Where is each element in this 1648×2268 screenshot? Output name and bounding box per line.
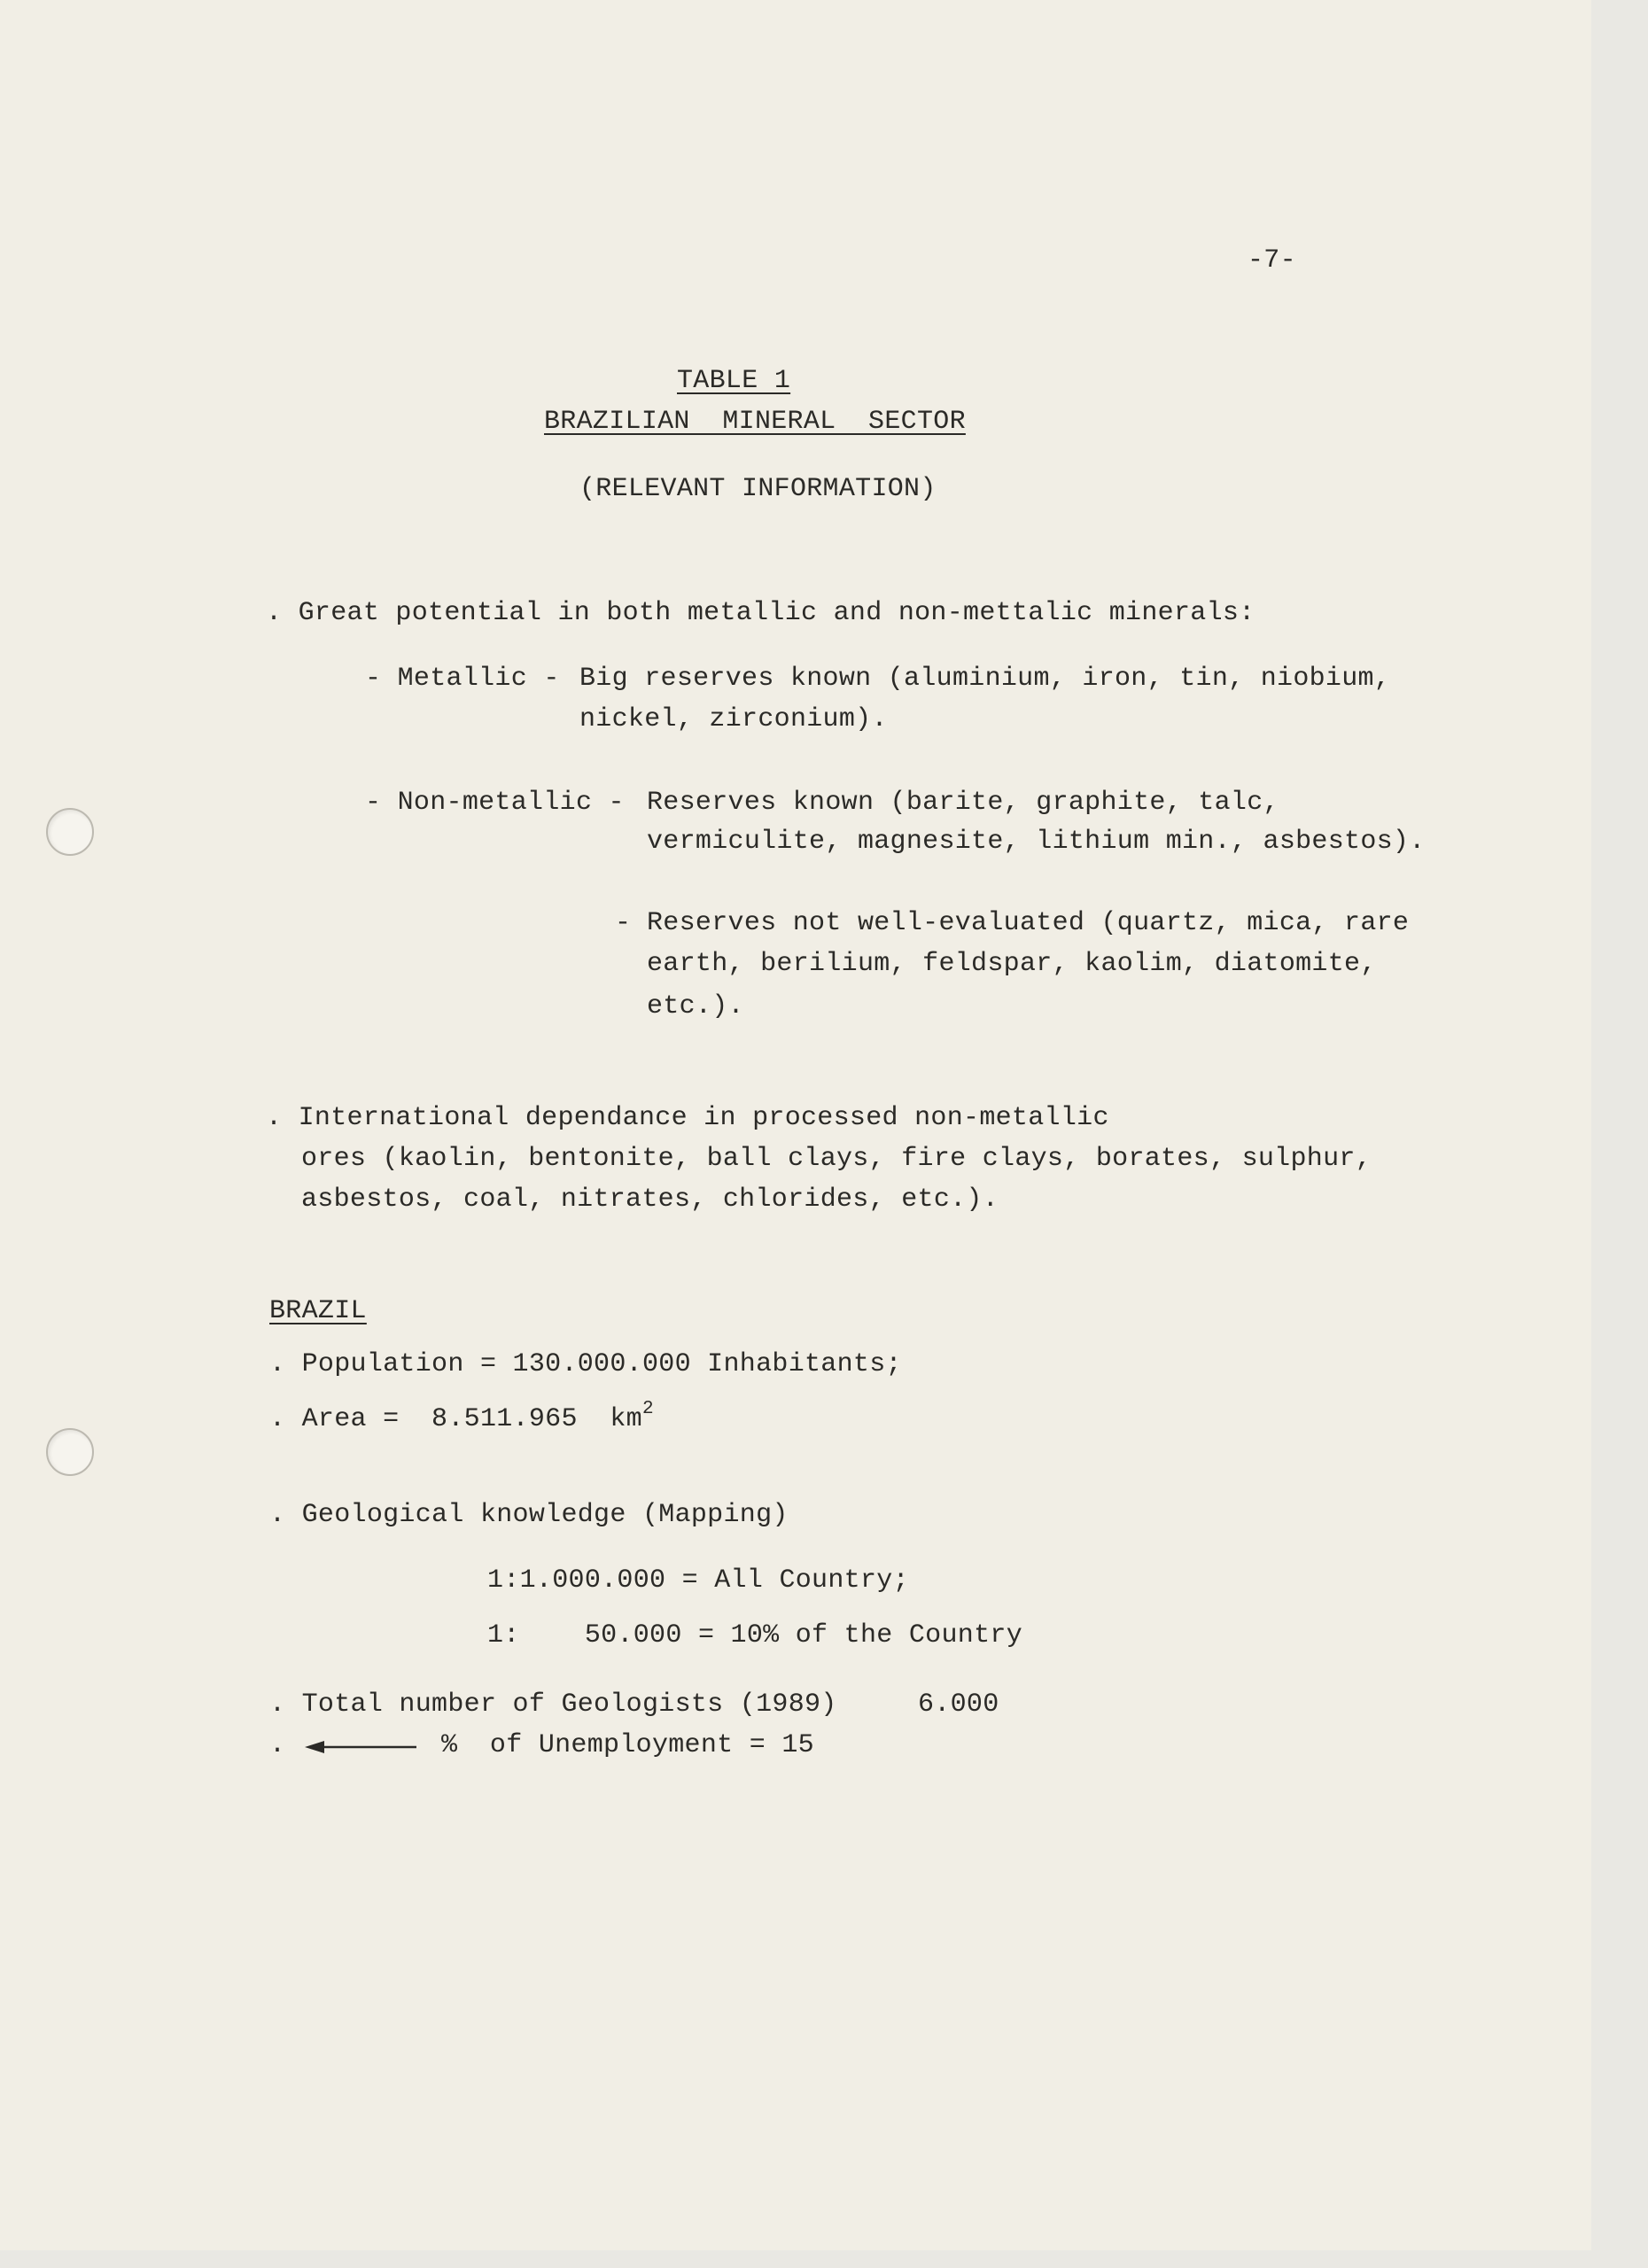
geological-heading: . Geological knowledge (Mapping)	[269, 1500, 789, 1530]
unemployment-text: % of Unemployment = 15	[441, 1730, 814, 1760]
table-label: TABLE 1	[677, 366, 791, 396]
nonmetallic2-dash: -	[615, 908, 648, 938]
brazil-heading: BRAZIL	[269, 1296, 367, 1326]
area-text: . Area = 8.511.965 km	[269, 1404, 642, 1434]
metallic-line-1: Big reserves known (aluminium, iron, tin, niobium,	[579, 664, 1391, 694]
nonmetallic2-line-3: etc.).	[647, 991, 744, 1021]
nonmetallic-line-2: vermiculite, magnesite, lithium min., asbestos).	[647, 827, 1426, 857]
scale-line-2: 1: 50.000 = 10% of the Country	[487, 1620, 1022, 1651]
nonmetallic-line-1: Reserves known (barite, graphite, talc,	[647, 788, 1279, 818]
dependance-line-3: asbestos, coal, nitrates, chlorides, etc.).	[301, 1184, 999, 1215]
unemployment-bullet: .	[269, 1730, 286, 1760]
dependance-line-2: ores (kaolin, bentonite, ball clays, fire clays, borates, sulphur,	[301, 1144, 1372, 1174]
potential-bullet: . Great potential in both metallic and non-mettalic minerals:	[266, 598, 1255, 628]
population-line: . Population = 130.000.000 Inhabitants;	[269, 1349, 902, 1379]
scale-line-1: 1:1.000.000 = All Country;	[487, 1565, 909, 1596]
area-line	[269, 1400, 654, 1439]
table-title: BRAZILIAN MINERAL SECTOR	[544, 407, 966, 437]
nonmetallic2-line-1: Reserves not well-evaluated (quartz, mica, rare	[647, 908, 1410, 938]
geologists-value: 6.000	[918, 1689, 999, 1720]
page-number: -7-	[1248, 245, 1296, 276]
dependance-line-1: . International dependance in processed non-metallic	[266, 1103, 1109, 1133]
punch-hole	[46, 808, 94, 856]
area-superscript: 2	[641, 1399, 654, 1419]
geologists-label: . Total number of Geologists (1989)	[269, 1689, 837, 1720]
nonmetallic-label: - Non-metallic -	[365, 788, 641, 818]
nonmetallic2-line-2: earth, berilium, feldspar, kaolim, diatomite,	[647, 949, 1377, 979]
metallic-line-2: nickel, zirconium).	[579, 704, 888, 734]
punch-hole	[46, 1428, 94, 1476]
left-arrow-icon	[305, 1738, 420, 1756]
metallic-label: - Metallic -	[365, 664, 576, 694]
table-subtitle: (RELEVANT INFORMATION)	[579, 474, 937, 504]
